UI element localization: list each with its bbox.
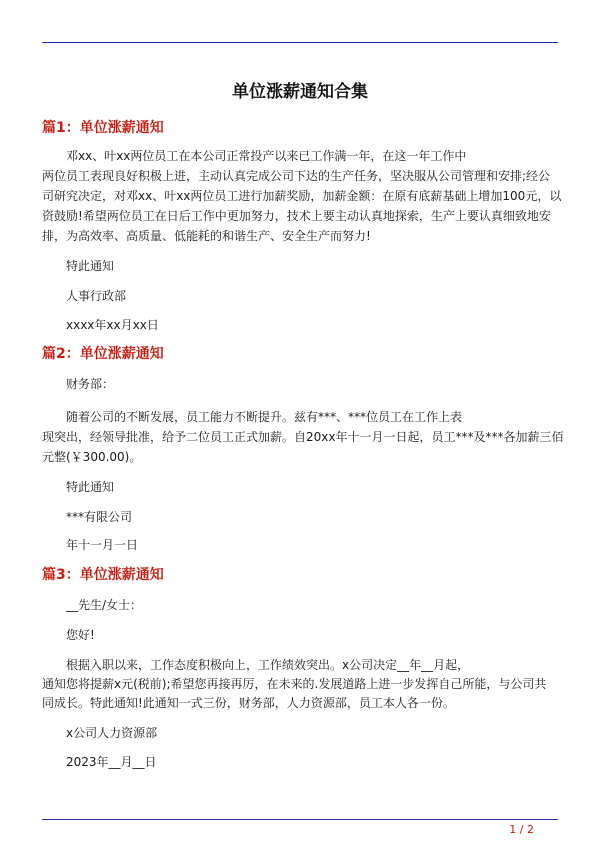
section-1-paragraph-line: 两位员工表现良好积极上进，主动认真完成公司下达的生产任务，坚决服从公司管理和安排;经公 bbox=[42, 169, 551, 183]
section-2-paragraph-line: 现突出，经领导批准，给予二位员工正式加薪。自20xx年十一月一日起，员工***及***各加薪三佰 bbox=[42, 430, 564, 444]
section-3-signature-dept: x公司人力资源部 bbox=[66, 726, 158, 740]
section-3-paragraph-line: 通知您将提薪x元(税前);希望您再接再厉，在未来的.发展道路上进一步发挥自己所能，与公司共 bbox=[42, 677, 547, 691]
document-title: 单位涨薪通知合集 bbox=[232, 82, 368, 102]
section-2-paragraph-line: 随着公司的不断发展，员工能力不断提升。兹有***、***位员工在工作上表 bbox=[66, 410, 463, 424]
section-2-recipient: 财务部： bbox=[66, 377, 115, 391]
section-3-salutation: __先生/女士： bbox=[66, 598, 143, 612]
section-1-paragraph-line: 资鼓励!希望两位员工在日后工作中更加努力，技术上要主动认真地探索，生产上要认真细致地安 bbox=[42, 209, 551, 223]
section-2-heading: 篇2：单位涨薪通知 bbox=[42, 346, 164, 362]
section-1-date: xxxx年xx月xx日 bbox=[66, 318, 159, 332]
section-1-paragraph-line: 司研究决定，对邓xx、叶xx两位员工进行加薪奖励，加薪金额：在原有底薪基础上增加100元，以 bbox=[42, 189, 562, 203]
section-3-greeting: 您好! bbox=[66, 628, 95, 642]
footer-rule bbox=[42, 819, 558, 820]
page-number: 1 / 2 bbox=[509, 823, 534, 836]
section-3-paragraph-line: 根据入职以来，工作态度积极向上，工作绩效突出。x公司决定__年__月起， bbox=[66, 658, 470, 672]
section-1-heading: 篇1：单位涨薪通知 bbox=[42, 120, 164, 136]
section-3-heading: 篇3：单位涨薪通知 bbox=[42, 567, 164, 583]
section-2-paragraph-line: 元整(￥300.00)。 bbox=[42, 450, 142, 464]
section-3-date: 2023年__月__日 bbox=[66, 755, 157, 769]
section-1-paragraph-line: 邓xx、叶xx两位员工在本公司正常投产以来已工作满一年，在这一年工作中 bbox=[66, 149, 467, 163]
section-1-signature-dept: 人事行政部 bbox=[66, 289, 127, 303]
section-2-notice-label: 特此通知 bbox=[66, 480, 115, 494]
section-1-paragraph-line: 排，为高效率、高质量、低能耗的和谐生产、安全生产而努力! bbox=[42, 229, 371, 243]
section-2-date: 年十一月一日 bbox=[66, 538, 139, 552]
section-3-paragraph-line: 同成长。特此通知!此通知一式三份，财务部，人力资源部，员工本人各一份。 bbox=[42, 696, 455, 710]
section-2-signature-company: ***有限公司 bbox=[66, 510, 133, 524]
section-1-notice-label: 特此通知 bbox=[66, 259, 115, 273]
header-rule bbox=[42, 42, 558, 43]
